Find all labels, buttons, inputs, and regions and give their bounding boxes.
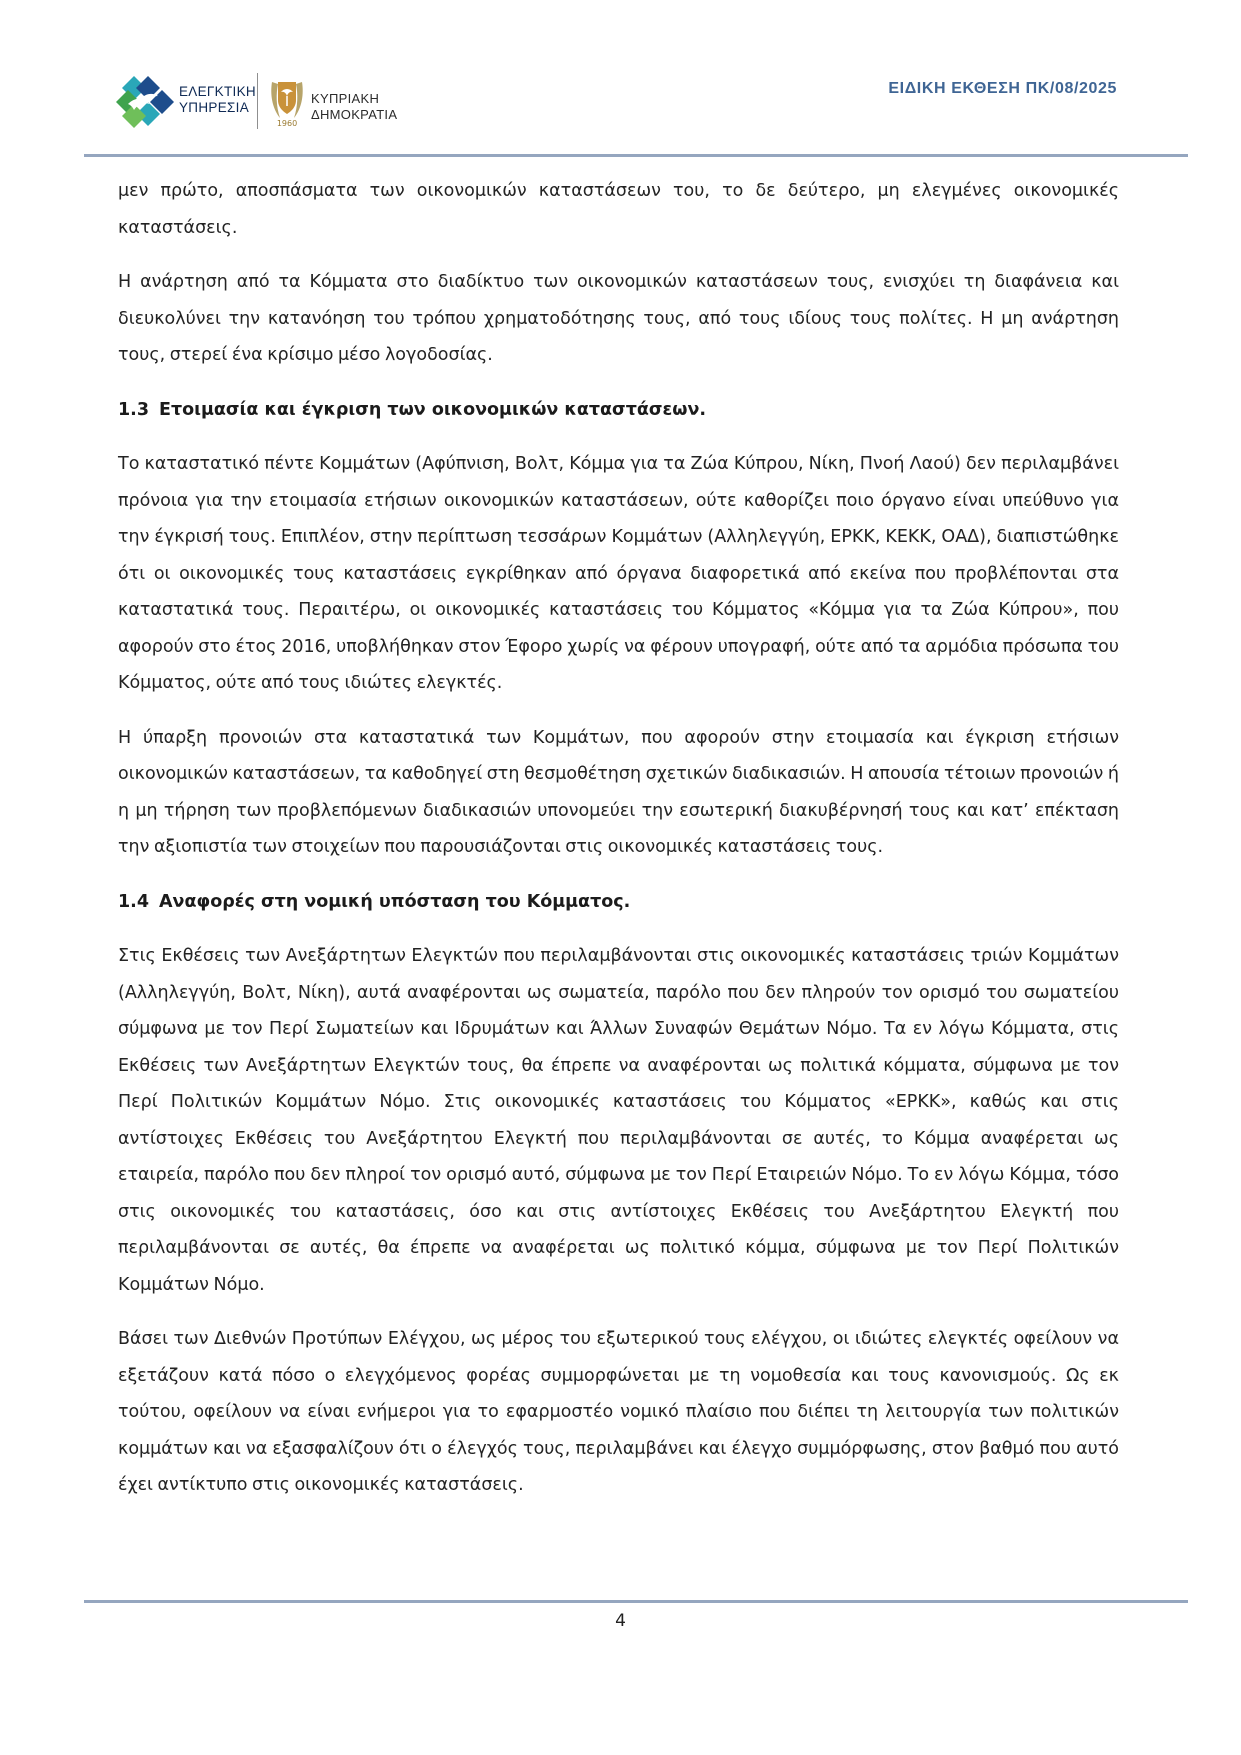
paragraph: Βάσει των Διεθνών Προτύπων Ελέγχου, ως μέρος του εξωτερικού τους ελέγχου, οι ιδιώτες ελεγκτές οφείλουν να εξετάζουν κατά πόσο ο ελεγχόμενος φορέας συμμορφώνεται με τη νομοθεσία και τους κανονισμούς. Ως εκ τούτου, οφείλουν να είναι ενήμεροι για το εφαρμοστέο νομικό πλαίσιο που διέπει τη λειτουργία των πολιτικών κομμάτων και να εξασφαλίζουν ότι ο έλεγχός τους, περιλαμβάνει και έλεγχο συμμόρφωσης, στον βαθμό που αυτό έχει αντίκτυπο στις οικονομικές καταστάσεις. [118, 1329, 1119, 1495]
paragraph: μεν πρώτο, αποσπάσματα των οικονομικών καταστάσεων του, το δε δεύτερο, μη ελεγμένες οικονομικές καταστάσεις. [118, 181, 1119, 238]
section-title: Αναφορές στη νομική υπόσταση του Κόμματος. [159, 891, 631, 912]
cyprus-coat-of-arms-icon [268, 76, 306, 128]
page-number: 4 [615, 1611, 626, 1631]
audit-office-line2: ΥΠΗΡΕΣΙΑ [179, 100, 250, 115]
paragraph: Η ύπαρξη προνοιών στα καταστατικά των Κομμάτων, που αφορούν στην ετοιμασία και έγκριση ετήσιων οικονομικών καταστάσεων, τα καθοδηγεί στη θεσμοθέτηση σχετικών διαδικασιών. Η απουσία τέτοιων προνοιών ή η μη τήρηση των προβλεπόμενων διαδικασιών υπονομεύει την εσωτερική διακυβέρνησή τους και κατ’ επέκταση την αξιοπιστία των στοιχείων που παρουσιάζονται στις οικονομικές καταστάσεις τους. [118, 727, 1119, 857]
page-header [0, 0, 1241, 156]
header-divider [84, 154, 1188, 157]
section-number: 1.4 [118, 891, 150, 912]
svg-text:1960: 1960 [276, 119, 298, 128]
section-number: 1.3 [118, 399, 150, 420]
report-id: ΕΙΔΙΚΗ ΕΚΘΕΣΗ ΠΚ/08/2025 [888, 80, 1117, 97]
paragraph: Στις Εκθέσεις των Ανεξάρτητων Ελεγκτών που περιλαμβάνονται στις οικονομικές καταστάσεις τριών Κομμάτων (Αλληλεγγύη, Βολτ, Νίκη), αυτά αναφέρονται ως σωματεία, παρόλο που δεν πληρούν τον ορισμό του σωματείου σύμφωνα με τον Περί Σωματείων και Ιδρυμάτων και Άλλων Συναφών Θεμάτων Νόμο. Τα εν λόγω Κόμματα, στις Εκθέσεις των Ανεξάρτητων Ελεγκτών τους, θα έπρεπε να αναφέρονται ως πολιτικά κόμματα, σύμφωνα με τον Περί Πολιτικών Κομμάτων Νόμο. Στις οικονομικές καταστάσεις του Κόμματος «ΕΡΚΚ», καθώς και στις αντίστοιχες Εκθέσεις του Ανεξάρτητου Ελεγκτή που περιλαμβάνονται σε αυτές, το Κόμμα αναφέρεται ως εταιρεία, παρόλο που δεν πληροί τον ορισμό αυτό, σύμφωνα με τον Περί Εταιρειών Νόμο. Το εν λόγω Κόμμα, τόσο στις οικονομικές του καταστάσεις, όσο και στις αντίστοιχες Εκθέσεις του Ανεξάρτητου Ελεγκτή που περιλαμβάνονται σε αυτές, θα έπρεπε να αναφέρεται ως πολιτικό κόμμα, σύμφωνα με τον Περί Πολιτικών Κομμάτων Νόμο. [118, 946, 1119, 1295]
paragraph: Η ανάρτηση από τα Κόμματα στο διαδίκτυο των οικονομικών καταστάσεων τους, ενισχύει τη διαφάνεια και διευκολύνει την κατανόηση του τρόπου χρηματοδότησης τους, από τους ιδίους τους πολίτες. Η μη ανάρτηση τους, στερεί ένα κρίσιμο μέσο λογοδοσίας. [118, 272, 1119, 365]
document-body [118, 173, 1119, 1522]
republic-name [311, 91, 397, 123]
republic-line2: ΔΗΜΟΚΡΑΤΙΑ [311, 107, 398, 122]
audit-office-line1: ΕΛΕΓΚΤΙΚΗ [179, 84, 256, 99]
paragraph: Το καταστατικό πέντε Κομμάτων (Αφύπνιση, Βολτ, Κόμμα για τα Ζώα Κύπρου, Νίκη, Πνοή Λαού) δεν περιλαμβάνει πρόνοια για την ετοιμασία ετήσιων οικονομικών καταστάσεων, ούτε καθορίζει ποιο όργανο είναι υπεύθυνο για την έγκρισή τους. Επιπλέον, στην περίπτωση τεσσάρων Κομμάτων (Αλληλεγγύη, ΕΡΚΚ, ΚΕΚΚ, ΟΑΔ), διαπιστώθηκε ότι οι οικονομικές τους καταστάσεις εγκρίθηκαν από όργανα διαφορετικά από εκείνα που προβλέπονται στα καταστατικά τους. Περαιτέρω, οι οικονομικές καταστάσεις του Κόμματος «Κόμμα για τα Ζώα Κύπρου», που αφορούν στο έτος 2016, υποβλήθηκαν στον Έφορο χωρίς να φέρουν υπογραφή, ούτε από τα αρμόδια πρόσωπα του Κόμματος, ούτε από τους ιδιώτες ελεγκτές. [118, 454, 1119, 693]
logo-divider [257, 73, 258, 129]
audit-office-name [179, 84, 256, 116]
section-title: Ετοιμασία και έγκριση των οικονομικών καταστάσεων. [159, 399, 707, 420]
audit-office-logo-icon [114, 74, 184, 130]
footer-divider [84, 1600, 1188, 1603]
section-heading-1-3 [118, 392, 1119, 429]
section-heading-1-4 [118, 884, 1119, 921]
republic-line1: ΚΥΠΡΙΑΚΗ [311, 91, 380, 106]
